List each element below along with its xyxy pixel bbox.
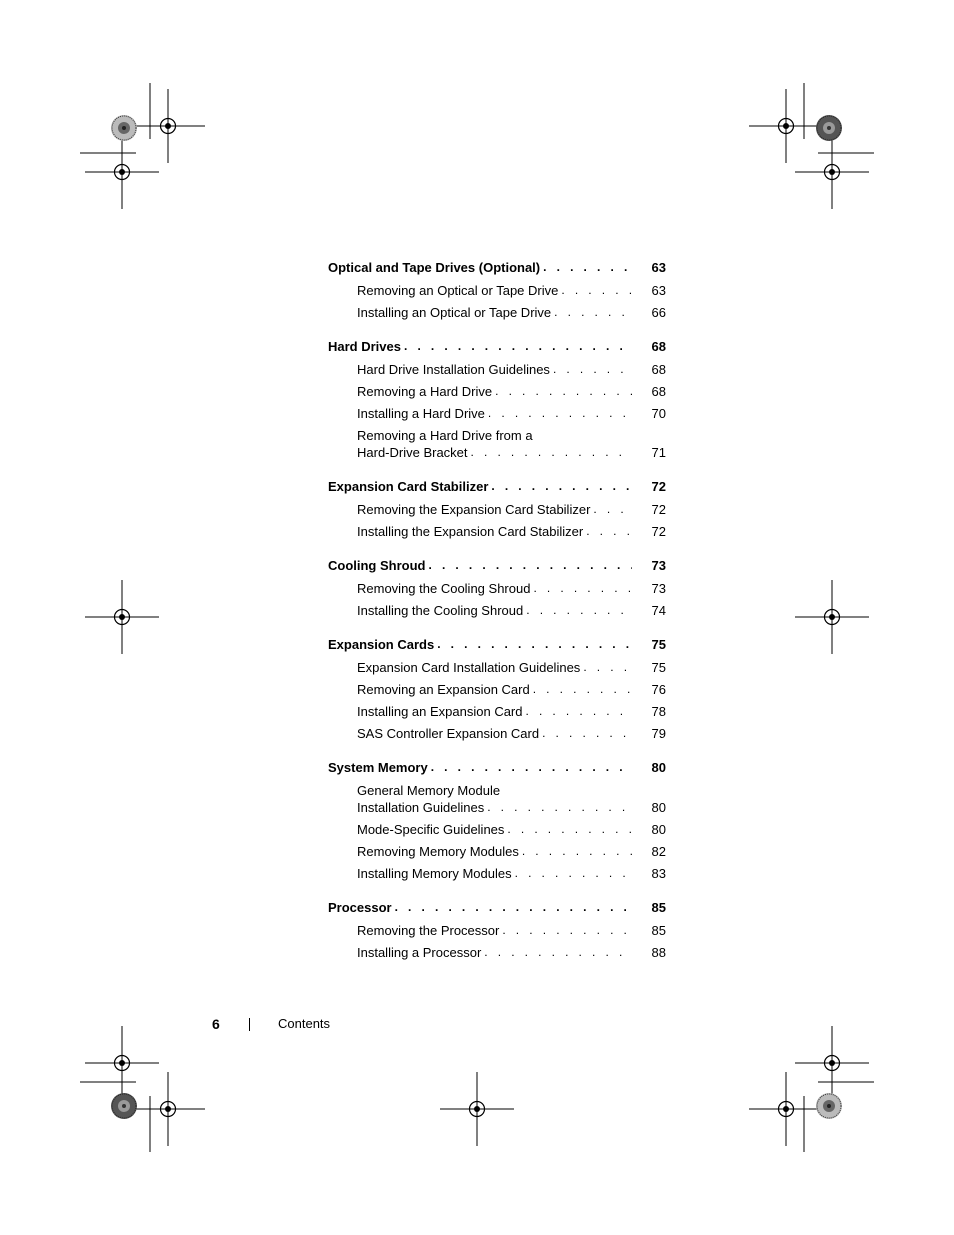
toc-page-number: 83 [651, 866, 666, 881]
toc-page-number: 66 [651, 305, 666, 320]
toc-heading-title: System Memory [328, 760, 428, 775]
crop-marks-bottom-left [80, 1026, 205, 1152]
toc-entry-title: Hard Drive Installation Guidelines [357, 362, 550, 377]
toc-page-number: 68 [651, 362, 666, 377]
toc-entry[interactable] [328, 865, 666, 882]
toc-entry[interactable] [328, 659, 666, 676]
dot-leader [522, 843, 632, 860]
toc-entry[interactable] [328, 843, 666, 860]
toc-page-number: 68 [651, 339, 666, 354]
toc-entry[interactable] [328, 361, 666, 378]
dot-leader [583, 659, 632, 676]
crop-marks-bottom-right [749, 1026, 874, 1152]
toc-page-number: 80 [651, 800, 666, 815]
toc-page-number: 80 [651, 760, 666, 775]
toc-page-number: 88 [651, 945, 666, 960]
toc-section [328, 759, 666, 882]
toc-section [328, 636, 666, 742]
toc-entry-title: Installation Guidelines [357, 800, 485, 815]
toc-entry-title: SAS Controller Expansion Card [357, 726, 540, 741]
toc-entry[interactable] [328, 681, 666, 698]
toc-entry-title: Mode-Specific Guidelines [357, 822, 505, 837]
dot-leader [554, 304, 632, 321]
dot-leader [488, 405, 632, 422]
toc-entry-title: Installing an Optical or Tape Drive [357, 305, 552, 320]
toc-page-number: 70 [651, 406, 666, 421]
footer-section-label: Contents [278, 1016, 331, 1031]
toc-entry-title-line1: Removing a Hard Drive from a [357, 428, 533, 443]
toc-page-number: 76 [651, 682, 666, 697]
table-of-contents [328, 259, 666, 961]
toc-entry[interactable] [328, 501, 666, 518]
dot-leader [487, 799, 632, 816]
toc-page-number: 85 [651, 923, 666, 938]
dot-leader [395, 899, 632, 916]
toc-entry[interactable] [328, 725, 666, 742]
toc-section [328, 557, 666, 619]
toc-heading-title: Cooling Shroud [328, 558, 426, 573]
toc-page-number: 82 [651, 844, 666, 859]
toc-entry[interactable] [328, 304, 666, 321]
toc-entry-title: Removing the Expansion Card Stabilizer [357, 502, 591, 517]
toc-entry-title: Installing Memory Modules [357, 866, 512, 881]
toc-entry[interactable] [328, 944, 666, 961]
toc-entry-title: Installing the Cooling Shroud [357, 603, 524, 618]
toc-heading-system-memory[interactable] [328, 759, 666, 776]
crop-marks-top-right [749, 83, 874, 209]
toc-page-number: 74 [651, 603, 666, 618]
page-number: 6 [212, 1016, 220, 1032]
toc-heading-title: Hard Drives [328, 339, 401, 354]
toc-entry-two-line[interactable] [328, 427, 666, 461]
toc-page-number: 72 [651, 479, 666, 494]
toc-entry-title: Installing the Expansion Card Stabilizer [357, 524, 584, 539]
toc-entry[interactable] [328, 821, 666, 838]
toc-heading-expansion-card-stabilizer[interactable] [328, 478, 666, 495]
toc-page-number: 72 [651, 524, 666, 539]
toc-heading-title: Optical and Tape Drives (Optional) [328, 260, 541, 275]
toc-section [328, 899, 666, 961]
dot-leader [526, 703, 633, 720]
dot-leader [586, 523, 632, 540]
dot-leader [495, 383, 632, 400]
toc-entry-title: Installing a Hard Drive [357, 406, 485, 421]
toc-entry-title: Removing Memory Modules [357, 844, 519, 859]
dot-leader [471, 444, 632, 461]
toc-entry[interactable] [328, 922, 666, 939]
toc-entry-title: Removing the Processor [357, 923, 500, 938]
dot-leader [561, 282, 632, 299]
toc-heading-title: Expansion Card Stabilizer [328, 479, 489, 494]
crop-marks-top-left [80, 83, 205, 209]
toc-page-number: 73 [651, 581, 666, 596]
toc-heading-optical-tape-drives[interactable] [328, 259, 666, 276]
toc-entry[interactable] [328, 703, 666, 720]
toc-entry-title: Expansion Card Installation Guidelines [357, 660, 581, 675]
toc-heading-processor[interactable] [328, 899, 666, 916]
toc-page-number: 63 [651, 283, 666, 298]
dot-leader [543, 259, 632, 276]
toc-entry[interactable] [328, 282, 666, 299]
toc-entry-title: Hard-Drive Bracket [357, 445, 468, 460]
dot-leader [502, 922, 632, 939]
crop-marks-bottom-center [440, 1072, 514, 1146]
dot-leader [542, 725, 632, 742]
toc-heading-expansion-cards[interactable] [328, 636, 666, 653]
dot-leader [526, 602, 632, 619]
toc-entry[interactable] [328, 383, 666, 400]
toc-page-number: 68 [651, 384, 666, 399]
footer-divider [249, 1018, 250, 1031]
dot-leader [553, 361, 632, 378]
toc-page-number: 72 [651, 502, 666, 517]
toc-entry-title: Removing an Expansion Card [357, 682, 530, 697]
toc-entry[interactable] [328, 580, 666, 597]
toc-page-number: 73 [651, 558, 666, 573]
toc-page-number: 78 [651, 704, 666, 719]
dot-leader [431, 759, 632, 776]
dot-leader [491, 478, 632, 495]
toc-entry-title: Removing a Hard Drive [357, 384, 493, 399]
dot-leader [507, 821, 632, 838]
dot-leader [428, 557, 632, 574]
toc-entry-title-line1: General Memory Module [357, 783, 501, 798]
dot-leader [593, 501, 632, 518]
toc-page-number: 75 [651, 637, 666, 652]
toc-page-number: 63 [651, 260, 666, 275]
toc-heading-title: Expansion Cards [328, 637, 435, 652]
dot-leader [533, 681, 632, 698]
toc-entry-title: Installing a Processor [357, 945, 482, 960]
toc-page-number: 80 [651, 822, 666, 837]
toc-entry[interactable] [328, 405, 666, 422]
toc-entry-title: Installing an Expansion Card [357, 704, 523, 719]
dot-leader [484, 944, 632, 961]
toc-heading-hard-drives[interactable] [328, 338, 666, 355]
toc-entry[interactable] [328, 523, 666, 540]
toc-entry-two-line[interactable] [328, 782, 666, 816]
dot-leader [404, 338, 632, 355]
toc-section [328, 259, 666, 321]
toc-entry-title: Removing an Optical or Tape Drive [357, 283, 559, 298]
toc-heading-cooling-shroud[interactable] [328, 557, 666, 574]
dot-leader [533, 580, 632, 597]
toc-page-number: 79 [651, 726, 666, 741]
toc-entry[interactable] [328, 602, 666, 619]
toc-page-number: 85 [651, 900, 666, 915]
toc-section [328, 478, 666, 540]
dot-leader [437, 636, 632, 653]
dot-leader [515, 865, 632, 882]
toc-section [328, 338, 666, 461]
toc-page-number: 75 [651, 660, 666, 675]
toc-page-number: 71 [651, 445, 666, 460]
toc-entry-title: Removing the Cooling Shroud [357, 581, 531, 596]
toc-heading-title: Processor [328, 900, 392, 915]
